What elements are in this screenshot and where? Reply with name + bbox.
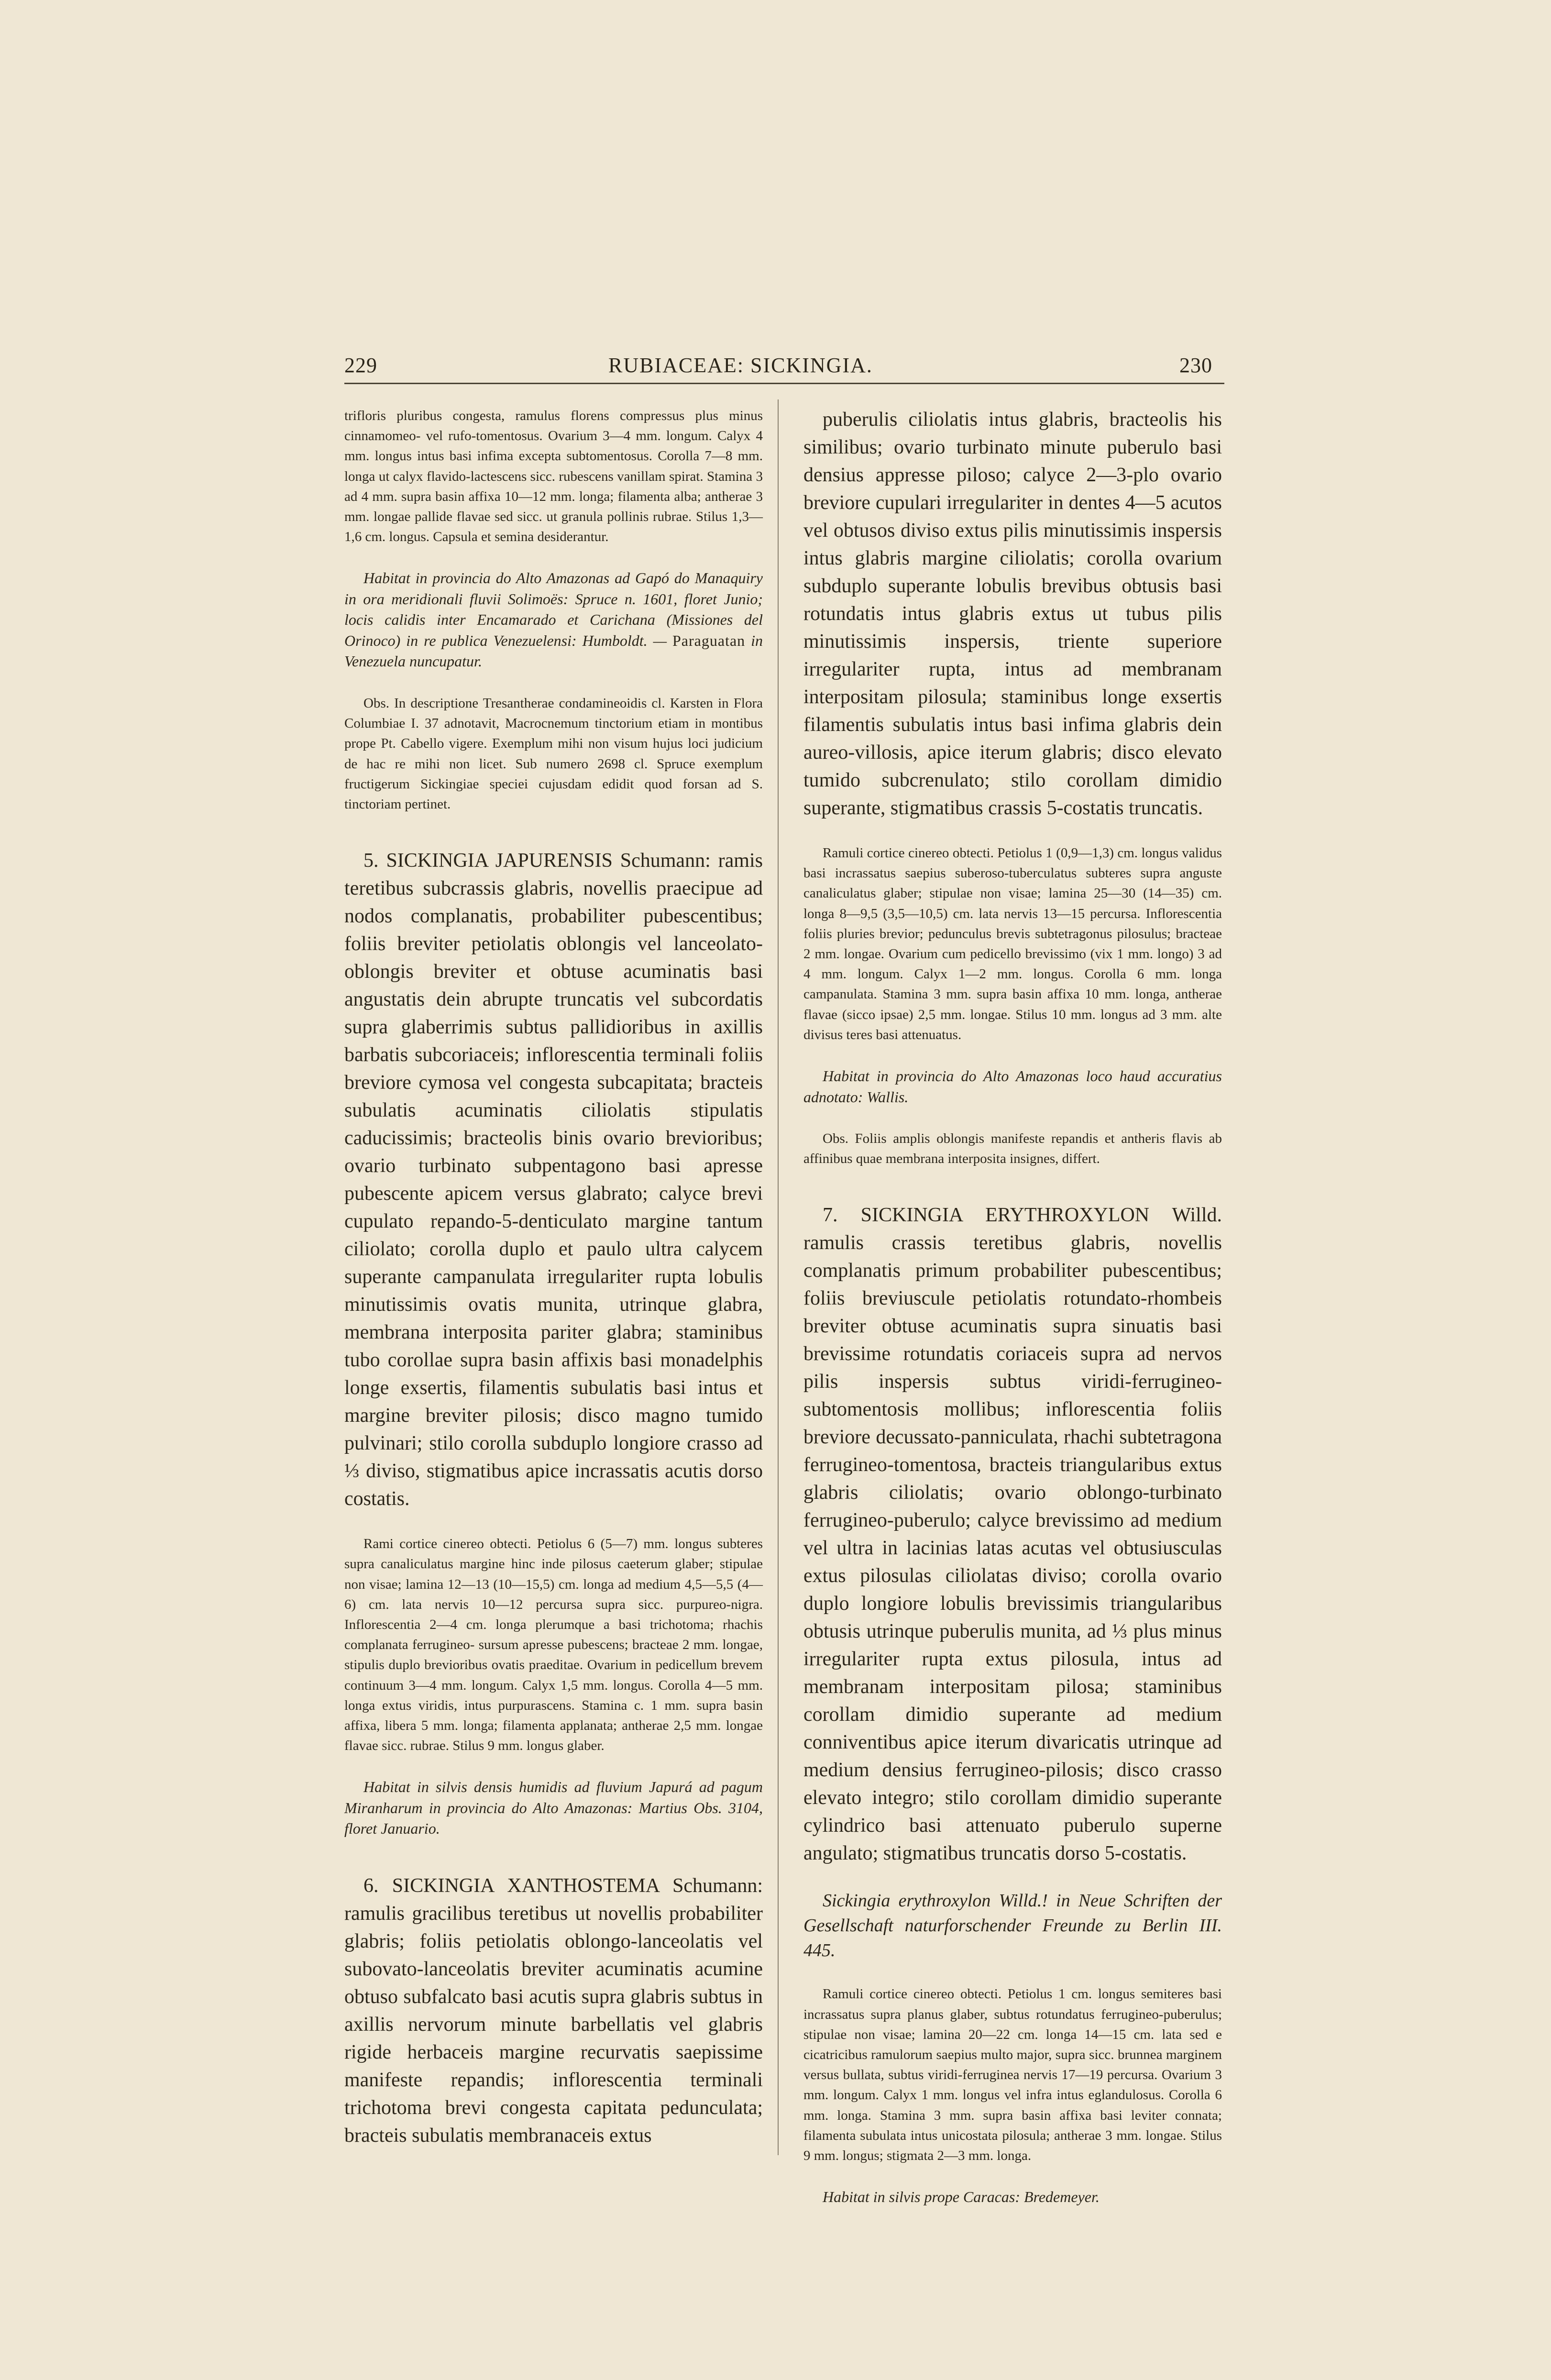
page-number-left: 229 <box>344 354 377 377</box>
observation-paragraph: Obs. In descriptione Tresantherae condamineoidis cl. Karsten in Flora Columbiae I. 37 adnotavit, Macrocnemum tinctorium etiam in montibus prope Pt. Cabello vigere. Exemplum mihi non visum hujus loci judicium de hac re mihi non licet. Sub numero 2698 cl. Spruce exemplum fructigerum Sickingiae speciei cujusdam edidit quod forsan ad S. tinctoriam pertinet. <box>344 695 763 812</box>
species-6-diagnosis-continued: puberulis ciliolatis intus glabris, bracteolis his similibus; ovario turbinato minute puberulo basi densius appresse piloso; calyce 2—3-plo ovario breviore cupulari irregulariter in dentes 4—5 acutos vel obtusos diviso extus pilis minutissimis inspersis intus glabris margine ciliolatis; corolla ovarium subduplo superante lobulis brevibus obtusis basi rotundatis intus glabris extus ut tubus pilis minutissimis inspersis, triente superiore irregulariter rupta, intus ad membranam interpositam pilosula; staminibus longe exsertis filamentis subulatis intus basi infima glabris dein aureo-villosis, apice iterum glabris; disco elevato tumido subcrenulato; stilo corollam dimidio superante, stigmatibus crassis 5-costatis truncatis. <box>803 409 1222 819</box>
species-6-diagnosis: 6. SICKINGIA XANTHOSTEMA Schumann: ramulis gracilibus teretibus ut novellis probabiliter glabris; foliis petiolatis oblongo-lanceolatis vel subovato-lanceolatis breviter acuminatis acumine obtuso subfalcato basi acutis supra glabris subtus in axillis nervorum minute barbellatis vel glabris rigide herbaceis margine recurvatis saepissime manifeste repandis; inflorescentia terminali trichotoma brevi congesta capitata pedunculata; bracteis subulatis membranaceis extus <box>344 1874 763 2147</box>
page-number-right: 230 <box>1179 354 1212 377</box>
habitat-text-end: in Venezuela nuncupatur. <box>344 631 763 670</box>
species-5-habitat: Habitat in silvis densis humidis ad fluvium Japurá ad pagum Miranharum in provincia do Alto Amazonas: Martius Obs. 3104, floret Januario. <box>344 1778 763 1838</box>
species-7-habitat: Habitat in silvis prope Caracas: Bredemeyer. <box>823 2188 1100 2206</box>
header-rule <box>344 383 1224 384</box>
species-5-description: Rami cortice cinereo obtecti. Petiolus 6 (5—7) mm. longus subteres supra canaliculatus margine hinc inde pilosus caeterum glaber; stipulae non visae; lamina 12—13 (10—15,5) cm. longa ad medium 4,5—5,5 (4—6) cm. lata nervis 10—12 percursa supra sicc. purpureo-nigra. Inflorescentia 2—4 cm. longa plerumque a basi trichotoma; rhachis complanata ferrugineo- sursum apresse pubescens; bracteae 2 mm. longae, stipulis duplo brevioribus ovatis praeditae. Ovarium in pedicellum brevem continuum 3—4 mm. longum. Calyx 1,5 mm. longus. Corolla 4—5 mm. longa extus viridis, intus purpurascens. Stamina c. 1 mm. supra basin affixa, libera 5 mm. longa; filamenta applanata; antherae 2,5 mm. longae flavae sicc. rubrae. Stilus 9 mm. longus glaber. <box>344 1536 763 1754</box>
species-6-observation: Obs. Foliis amplis oblongis manifeste repandis et antheris flavis ab affinibus quae membrana interposita insignes, differt. <box>803 1131 1222 1167</box>
right-column <box>803 406 1222 2206</box>
left-column <box>344 406 763 2147</box>
running-title: RUBIACEAE: SICKINGIA. <box>608 354 873 377</box>
habitat-paragraph <box>344 568 763 672</box>
species-5-diagnosis: 5. SICKINGIA JAPURENSIS Schumann: ramis teretibus subcrassis glabris, novellis praecipue ad nodos complanatis, probabiliter pubescentibus; foliis breviter petiolatis oblongis vel lanceolato-oblongis breviter et obtuse acuminatis basi angustatis dein abrupte truncatis vel subcordatis supra glaberrimis subtus pallidioribus in axillis barbatis subcoriaceis; inflorescentia terminali foliis breviore cymosa vel congesta subcapitata; bracteis subulatis acuminatis ciliolatis stipulatis caducissimis; bracteolis binis ovario brevioribus; ovario turbinato subpentagono basi apresse pubescente apicem versus glabrato; calyce brevi cupulato repando-5-denticulato margine tantum ciliolato; corolla duplo et paulo ultra calycem superante campanulata irregulariter rupta lobulis minutissimis ovatis munita, utrinque glabra, membrana interposita pariter glabra; staminibus tubo corollae supra basin affixis basi monadelphis longe exsertis, filamentis subulatis basi intus et margine breviter pilosis; disco magno tumido pulvinari; stilo corolla subduplo longiore crasso ad ⅓ diviso, stigmatibus apice incrassatis acutis dorso costatis. <box>344 850 763 1510</box>
species-7-description: Ramuli cortice cinereo obtecti. Petiolus 1 cm. longus semiteres basi incrassatus supra planus glaber, subtus rotundatus ferrugineo-puberulus; stipulae non visae; lamina 20—22 cm. longa 14—15 cm. lata sed e cicatricibus ramulorum saepius multo major, supra sicc. brunnea marginem versus bullata, subtus viridi-ferruginea nervis 17—19 percursa. Ovarium 3 mm. longum. Calyx 1 mm. longus vel infra intus eglandulosus. Corolla 6 mm. longa. Stamina 3 mm. supra basin affixa basi leviter connata; filamenta subulata intus unicostata pilosula; antherae 3 mm. longae. Stilus 9 mm. longus; stigmata 2—3 mm. longa. <box>803 1986 1222 2164</box>
species-7-reference: Sickingia erythroxylon Willd.! in Neue Schriften der Gesellschaft naturforschender Freunde zu Berlin III. 445. <box>803 1891 1222 1961</box>
vernacular-name: Paraguatan <box>672 631 746 649</box>
description-continued: trifloris pluribus congesta, ramulus florens compressus plus minus cinnamomeo- vel rufo-tomentosus. Ovarium 3—4 mm. longum. Calyx 4 mm. longus intus basi infima excepta subtomentosus. Corolla 7—8 mm. longa ut calyx flavido-lactescens sicc. rubescens vanillam spirat. Stamina 3 ad 4 mm. supra basin affixa 10—12 mm. longa; filamenta alba; antherae 3 mm. longae pallide flavae sed sicc. ut granula pollinis rubrae. Stilus 1,3—1,6 cm. longus. Capsula et semina desiderantur. <box>344 408 763 545</box>
species-7-diagnosis: 7. SICKINGIA ERYTHROXYLON Willd. ramulis crassis teretibus glabris, novellis complanatis primum probabiliter pubescentibus; foliis breviuscule petiolatis rotundato-rhombeis breviter obtuse acuminatis supra sinuatis basi brevissime rotundatis coriaceis supra ad nervos pilis inspersis subtus viridi-ferrugineo-subtomentosis mollibus; inflorescentia foliis breviore decussato-panniculata, rhachi subtetragona ferrugineo-tomentosa, bracteis triangularibus extus glabris ciliolatis; ovario oblongo-turbinato ferrugineo-puberulo; calyce brevissimo ad medium vel ultra in lacinias latas acutas vel obtusiusculas extus pilosulas ciliolatas diviso; corolla ovario duplo longiore lobulis brevissimis triangularibus obtusis utrinque puberulis munita, ad ⅓ plus minus irregulariter rupta extus pilosula, intus ad membranam interpositam pilosa; staminibus corollam dimidio superante ad medium conniventibus apice iterum divaricatis utrinque ad medium densius ferrugineo-pilosis; disco crasso elevato integro; stilo corollam dimidio superante cylindrico basi attenuato puberulo superne angulato; stigmatibus truncatis dorso 5-costatis. <box>803 1204 1222 1865</box>
species-6-description: Ramuli cortice cinereo obtecti. Petiolus 1 (0,9—1,3) cm. longus validus basi incrassatus saepius suberoso-tuberculatus subteres supra anguste canaliculatus glaber; stipulae non visae; lamina 25—30 (14—35) cm. longa 8—9,5 (3,5—10,5) cm. lata nervis 13—15 percursa. Inflorescentia foliis pluries brevior; pedunculus brevis subtetragonus pilosulus; bracteae 2 mm. longae. Ovarium cum pedicello brevissimo (vix 1 mm. longo) 3 ad 4 mm. longum. Calyx 1—2 mm. longus. Corolla 6 mm. longa campanulata. Stamina 3 mm. supra basin affixa 10 mm. longa, antherae flavae (sicco ipsae) 2,5 mm. longae. Stilus 10 mm. longus ad 3 mm. alte divisus teres basi attenuatus. <box>803 845 1222 1042</box>
column-divider <box>778 399 779 2155</box>
habitat-text: Habitat in provincia do Alto Amazonas ad Gapó do Manaquiry in ora meridionali fluvii Solimoës: Spruce n. 1601, floret Junio; locis calidis inter Encamarado et Carichana (Missiones del Orinoco) in re publica Venezuelensi: Humboldt. — <box>344 569 763 649</box>
species-6-habitat: Habitat in provincia do Alto Amazonas loco haud accuratius adnotato: Wallis. <box>803 1067 1222 1106</box>
